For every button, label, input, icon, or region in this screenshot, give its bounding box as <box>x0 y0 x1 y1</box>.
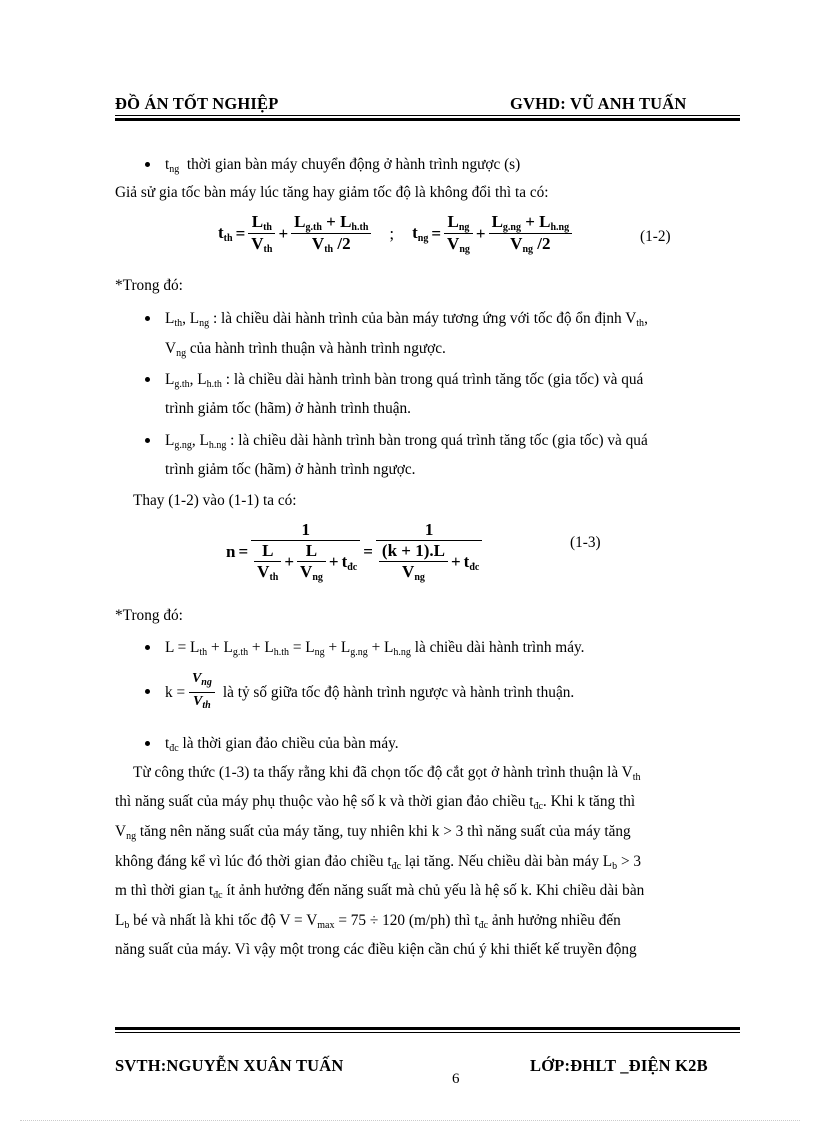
assume-line: Giả sử gia tốc bàn máy lúc tăng hay giảm tốc độ là không đổi thì ta có: <box>115 184 549 201</box>
page-number: 6 <box>452 1071 460 1087</box>
header-right: GVHD: VŨ ANH TUẤN <box>510 94 687 113</box>
bullet-lth-lng-line2: $V_{ng}$ của hành trình thuận và hành trình ngược. <box>165 340 446 359</box>
footer-rule-thin <box>115 1032 740 1033</box>
bullet-tdc: $t_{đc}$ là thời gian đảo chiều của bàn máy. <box>165 735 399 754</box>
bullet-dot <box>145 316 150 321</box>
bullet-dot <box>145 377 150 382</box>
footer-rule-thick <box>115 1027 740 1030</box>
bullet-lgth-lhth: $L_{g.th}$, $L_{h.th}$ : là chiều dài hành trình bàn trong quá trình tăng tốc (gia tốc) và quá <box>165 371 644 390</box>
header-rule-thin <box>115 115 740 116</box>
paragraph-line-5: m thì thời gian $t_{đc}$ ít ảnh hưởng đến năng suất mà chủ yếu là hệ số k. Khi chiều dài bàn <box>115 882 645 901</box>
bullet-lgng-lhng-line2: trình giảm tốc (hãm) ở hành trình ngược. <box>165 461 416 478</box>
equation-number-1-2: (1-2) <box>640 228 671 245</box>
paragraph-line-6: $L_b$ bé và nhất là khi tốc độ $V = V_{max} = 75 \div 120$ (m/ph) thì $t_{đc}$ ảnh hưởng nhiều đến <box>115 912 621 931</box>
bullet-l-formula: $L = L_{th} + L_{g.th} + L_{h.th} = L_{ng} + L_{g.ng} + L_{h.ng}$ là chiều dài hành trình máy. <box>165 639 585 658</box>
where-label-1: *Trong đó: <box>115 277 183 294</box>
substitute-line: Thay (1-2) vào (1-1) ta có: <box>133 492 297 509</box>
bullet-lgth-lhth-line2: trình giảm tốc (hãm) ở hành trình thuận. <box>165 400 411 417</box>
footer-right: LỚP:ĐHLT _ĐIỆN K2B <box>530 1056 708 1075</box>
equation-number-1-3: (1-3) <box>570 534 601 551</box>
bullet-lgng-lhng: $L_{g.ng}$, $L_{h.ng}$ : là chiều dài hành trình bàn trong quá trình tăng tốc (gia tốc) và quá <box>165 432 648 451</box>
bullet-dot <box>145 741 150 746</box>
paragraph-line-3: $V_{ng}$ tăng nên năng suất của máy tăng, tuy nhiên khi k > 3 thì năng suất của máy tăng <box>115 823 631 842</box>
bullet-k-ratio: k = $\frac{V_{ng}}{V_{th}}$ là tỷ số giữa tốc độ hành trình ngược và hành trình thuận. <box>165 671 575 711</box>
paragraph-line-1: Từ công thức (1-3) ta thấy rằng khi đã chọn tốc độ cắt gọt ở hành trình thuận là $V_{th}$ <box>133 764 641 783</box>
paragraph-line-4: không đáng kể vì lúc đó thời gian đảo chiều $t_{đc}$ lại tăng. Nếu chiều dài bàn máy $L_b > 3$ <box>115 853 642 872</box>
paragraph-line-2: thì năng suất của máy phụ thuộc vào hệ số k và thời gian đảo chiều $t_{đc}$. Khi k tăng thì <box>115 793 636 812</box>
bullet-dot <box>145 162 150 167</box>
footer-left: SVTH:NGUYỄN XUÂN TUẤN <box>115 1056 344 1075</box>
paragraph-line-7: năng suất của máy. Vì vậy một trong các điều kiện cần chú ý khi thiết kế truyền động <box>115 941 637 958</box>
bullet-dot <box>145 645 150 650</box>
bullet-dot <box>145 689 150 694</box>
header-left: ĐỒ ÁN TỐT NGHIỆP <box>115 94 279 113</box>
page-edge-dots <box>20 1120 800 1121</box>
bullet-lth-lng: $L_{th}$, $L_{ng}$ : là chiều dài hành trình của bàn máy tương ứng với tốc độ ổn định $V_{th}$, <box>165 310 648 329</box>
equation-1-2: tth = $\frac{\text{Lth}}{\text{Vth}}$ + $\frac{Lg.th + Lh.th}{\text{Vth /2}}$ ; tng = $\frac{\text{Lng}}{\text{Vng}}$ + $\frac{Lg.ng + Lh.ng}{\text{Vng /2}}$ <box>218 212 572 255</box>
bullet-dot <box>145 438 150 443</box>
bullet-tng: $t_{ng}$ thời gian bàn máy chuyển động ở hành trình ngược (s) <box>165 156 521 175</box>
where-label-2: *Trong đó: <box>115 607 183 624</box>
equation-1-3: n = 1 $\frac{L}{\text{Vth}}$ + $\frac{L}{\text{Vng}}$ + tđc = 1 $\frac{(k + 1).L}{\text{Vng}}$ + tđc <box>226 520 482 583</box>
header-rule-thick <box>115 118 740 121</box>
